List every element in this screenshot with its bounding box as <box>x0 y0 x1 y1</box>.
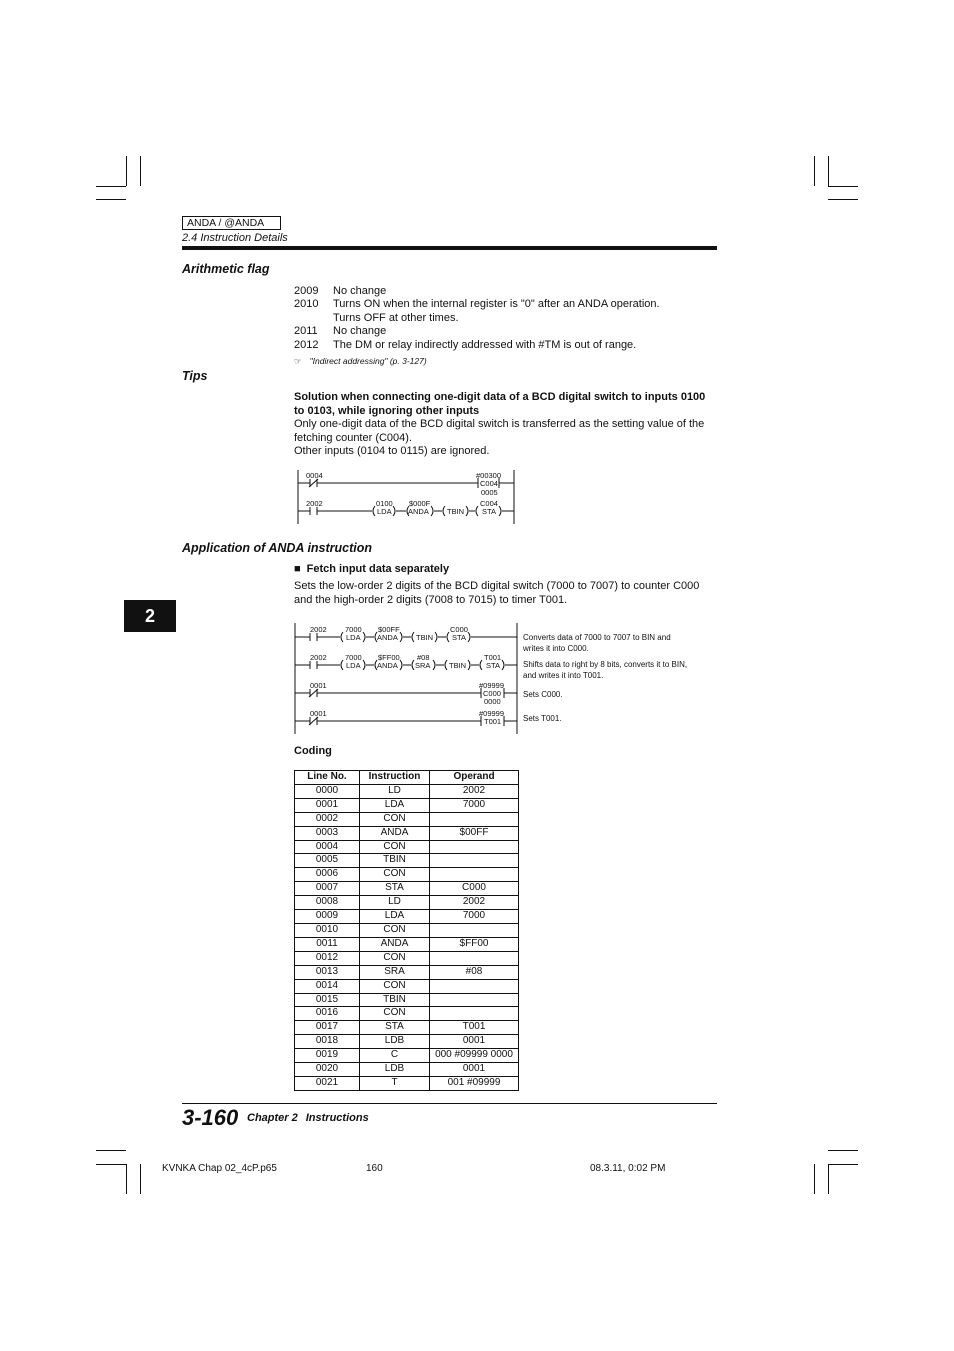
column-header: Instruction <box>360 771 430 785</box>
flag-text: Turns OFF at other times. <box>333 312 459 324</box>
operand-cell <box>430 812 519 826</box>
footer-rule <box>182 1103 717 1104</box>
operand-cell: 7000 <box>430 798 519 812</box>
table-row <box>295 826 519 840</box>
tips-line: fetching counter (C004). <box>294 431 413 444</box>
instruction-cell: ANDA <box>360 826 430 840</box>
operand-label: 0100 <box>376 499 393 508</box>
footer-chapter <box>247 1112 369 1124</box>
operand-cell: $FF00 <box>430 937 519 951</box>
table-row <box>295 937 519 951</box>
table-row <box>295 868 519 882</box>
table-row <box>295 896 519 910</box>
crop-mark <box>96 199 126 200</box>
operand-label: C000 <box>450 625 468 634</box>
flag-number: 2011 <box>294 325 318 337</box>
line-no-cell: 0019 <box>295 1049 360 1063</box>
application-body <box>294 580 734 607</box>
table-row <box>295 1049 519 1063</box>
line-no-cell: 0005 <box>295 854 360 868</box>
coil-label: C004 <box>480 479 498 488</box>
rung-note: Shifts data to right by 8 bits, converts it to BIN, <box>523 660 688 669</box>
line-no-cell: 0017 <box>295 1021 360 1035</box>
instruction-cell: ANDA <box>360 937 430 951</box>
table-row <box>295 951 519 965</box>
contact-label: 2002 <box>306 499 323 508</box>
operand-cell <box>430 840 519 854</box>
crop-mark <box>140 1164 141 1194</box>
instruction-cell: CON <box>360 923 430 937</box>
instruction-label: TBIN <box>447 507 465 516</box>
line-no-cell: 0003 <box>295 826 360 840</box>
tips-body <box>294 391 734 459</box>
line-no-cell: 0021 <box>295 1076 360 1090</box>
operand-cell <box>430 951 519 965</box>
table-row <box>295 979 519 993</box>
instruction-label: ANDA <box>377 661 398 670</box>
table-row <box>295 923 519 937</box>
contact-label: 2002 <box>310 653 327 662</box>
line-no-cell: 0018 <box>295 1035 360 1049</box>
table-row <box>295 812 519 826</box>
crop-mark <box>126 1164 127 1194</box>
instruction-label: STA <box>486 661 501 670</box>
flag-text: Turns ON when the internal register is "0" after an ANDA operation. <box>333 298 660 310</box>
coil-value: #09999 <box>479 709 505 718</box>
table-header-row <box>295 771 519 785</box>
application-title: Application of ANDA instruction <box>182 541 373 555</box>
crop-mark <box>140 156 141 186</box>
line-no-cell: 0010 <box>295 923 360 937</box>
table-row <box>295 1007 519 1021</box>
line-no-cell: 0009 <box>295 910 360 924</box>
line-no-cell: 0013 <box>295 965 360 979</box>
flag-row <box>294 312 459 324</box>
chapter-side-tab <box>124 600 176 632</box>
coil-value: #09999 <box>479 681 505 690</box>
contact-label: 2002 <box>310 625 327 634</box>
slug-page: 160 <box>366 1163 383 1174</box>
table-row <box>295 854 519 868</box>
line-no-cell: 0011 <box>295 937 360 951</box>
instruction-cell: SRA <box>360 965 430 979</box>
instruction-cell: CON <box>360 812 430 826</box>
table-row <box>295 840 519 854</box>
rung-note: Converts data of 7000 to 7007 to BIN and <box>523 633 671 642</box>
table-row <box>295 798 519 812</box>
crop-mark <box>96 186 126 187</box>
operand-label: $000F <box>409 499 431 508</box>
slug-date: 08.3.11, 0:02 PM <box>590 1163 666 1174</box>
operand-cell: C000 <box>430 882 519 896</box>
operand-cell: 0001 <box>430 1035 519 1049</box>
tips-line: Only one-digit data of the BCD digital switch is transferred as the setting value of the <box>294 418 705 430</box>
instruction-label: TBIN <box>416 633 434 642</box>
contact-label: 0004 <box>306 471 323 480</box>
operand-label: $FF00 <box>378 653 400 662</box>
slug-file: KVNKA Chap 02_4cP.p65 <box>162 1163 277 1174</box>
instruction-cell: STA <box>360 882 430 896</box>
flag-row <box>294 285 386 297</box>
instruction-cell: TBIN <box>360 993 430 1007</box>
column-header: Operand <box>430 771 519 785</box>
tips-bold-line: Solution when connecting one-digit data of a BCD digital switch to inputs 0100 <box>294 391 706 403</box>
crop-mark <box>828 199 858 200</box>
instruction-cell: CON <box>360 1007 430 1021</box>
crop-mark <box>126 156 127 186</box>
operand-cell: 2002 <box>430 784 519 798</box>
operand-label: $00FF <box>378 625 400 634</box>
table-row <box>295 882 519 896</box>
rung-note: Sets C000. <box>523 690 563 699</box>
table-row <box>295 993 519 1007</box>
tips-ladder-diagram <box>294 466 519 528</box>
operand-label: 7000 <box>345 653 362 662</box>
operand-cell <box>430 979 519 993</box>
instruction-label: LDA <box>346 661 361 670</box>
flag-text: No change <box>333 325 387 337</box>
crop-mark <box>828 1150 858 1151</box>
operand-cell: $00FF <box>430 826 519 840</box>
instruction-label: STA <box>452 633 467 642</box>
line-no-cell: 0006 <box>295 868 360 882</box>
contact-label: 0001 <box>310 681 327 690</box>
arithmetic-flag-title: Arithmetic flag <box>182 262 270 276</box>
operand-cell: 000 #09999 0000 <box>430 1049 519 1063</box>
instruction-tag: ANDA / @ANDA <box>182 216 281 230</box>
instruction-label: ANDA <box>408 507 429 516</box>
line-no-cell: 0008 <box>295 896 360 910</box>
operand-cell: 0001 <box>430 1063 519 1077</box>
line-no-cell: 0001 <box>295 798 360 812</box>
operand-label: T001 <box>484 653 502 662</box>
subtitle-text: Fetch input data separately <box>306 563 450 575</box>
coding-table <box>294 770 519 1091</box>
tips-bold-line: to 0103, while ignoring other inputs <box>294 404 480 417</box>
chapter-label: Chapter 2 <box>247 1112 298 1124</box>
operand-cell <box>430 993 519 1007</box>
operand-cell <box>430 923 519 937</box>
header-rule <box>182 246 717 250</box>
line-no-cell: 0004 <box>295 840 360 854</box>
column-header: Line No. <box>295 771 360 785</box>
line-no-cell: 0000 <box>295 784 360 798</box>
line-no-cell: 0016 <box>295 1007 360 1021</box>
flag-text: No change <box>333 285 387 297</box>
operand-label: 7000 <box>345 625 362 634</box>
table-row <box>295 1076 519 1090</box>
coil-value: 0000 <box>484 697 501 706</box>
tips-title: Tips <box>182 369 208 383</box>
instruction-label: ANDA <box>377 633 398 642</box>
operand-label: C004 <box>480 499 498 508</box>
operand-cell <box>430 868 519 882</box>
coil-value: #00300 <box>476 471 502 480</box>
rung-note: and writes it into T001. <box>523 671 604 680</box>
instruction-cell: TBIN <box>360 854 430 868</box>
table-row <box>295 965 519 979</box>
crop-mark <box>814 1164 815 1194</box>
chapter-tab-number: 2 <box>144 606 155 626</box>
operand-label: #08 <box>417 653 430 662</box>
instruction-cell: LDB <box>360 1035 430 1049</box>
flag-text: The DM or relay indirectly addressed with #TM is out of range. <box>333 339 637 351</box>
operand-cell <box>430 854 519 868</box>
flag-row <box>294 325 386 337</box>
instruction-label: LDA <box>377 507 392 516</box>
instruction-cell: C <box>360 1049 430 1063</box>
reference-text: "Indirect addressing" (p. 3-127) <box>309 356 427 366</box>
crop-mark <box>96 1150 126 1151</box>
crop-mark <box>828 1164 858 1165</box>
tips-line: Other inputs (0104 to 0115) are ignored. <box>294 445 490 457</box>
operand-cell: 001 #09999 <box>430 1076 519 1090</box>
instruction-cell: CON <box>360 840 430 854</box>
instruction-cell: LD <box>360 784 430 798</box>
coil-value: 0005 <box>481 488 498 497</box>
table-row <box>295 1021 519 1035</box>
section-header: 2.4 Instruction Details <box>182 232 288 244</box>
reference-arrow-icon: ☞ <box>294 356 302 366</box>
instruction-cell: LD <box>360 896 430 910</box>
operand-cell <box>430 1007 519 1021</box>
line-no-cell: 0002 <box>295 812 360 826</box>
coding-title: Coding <box>294 745 332 757</box>
instruction-cell: STA <box>360 1021 430 1035</box>
reference-link[interactable] <box>294 356 427 367</box>
instruction-cell: CON <box>360 979 430 993</box>
table-row <box>295 1035 519 1049</box>
flag-number: 2009 <box>294 285 319 297</box>
coil-label: T001 <box>484 717 502 726</box>
flag-number: 2012 <box>294 339 319 351</box>
operand-cell: 2002 <box>430 896 519 910</box>
instruction-cell: LDA <box>360 910 430 924</box>
crop-mark <box>828 156 829 186</box>
application-line: and the high-order 2 digits (7008 to 7015) to timer T001. <box>294 593 568 606</box>
instruction-label: STA <box>482 507 497 516</box>
contact-label: 0001 <box>310 709 327 718</box>
table-row <box>295 1063 519 1077</box>
instruction-cell: LDA <box>360 798 430 812</box>
instruction-label: TBIN <box>449 661 467 670</box>
line-no-cell: 0015 <box>295 993 360 1007</box>
crop-mark <box>814 156 815 186</box>
instruction-cell: LDB <box>360 1063 430 1077</box>
line-no-cell: 0020 <box>295 1063 360 1077</box>
instruction-cell: CON <box>360 868 430 882</box>
instruction-label: LDA <box>346 633 361 642</box>
crop-mark <box>828 1164 829 1194</box>
fetch-subtitle <box>294 563 449 575</box>
chapter-title: Instructions <box>305 1112 369 1124</box>
coil-label: C000 <box>483 689 501 698</box>
operand-cell: T001 <box>430 1021 519 1035</box>
operand-cell: 7000 <box>430 910 519 924</box>
crop-mark <box>96 1164 126 1165</box>
flag-row <box>294 298 660 310</box>
line-no-cell: 0012 <box>295 951 360 965</box>
bullet-square-icon: ■ <box>294 563 301 575</box>
instruction-label: SRA <box>415 661 431 670</box>
table-row <box>295 910 519 924</box>
instruction-cell: CON <box>360 951 430 965</box>
line-no-cell: 0007 <box>295 882 360 896</box>
operand-cell: #08 <box>430 965 519 979</box>
application-ladder-diagram <box>290 620 722 738</box>
instruction-cell: T <box>360 1076 430 1090</box>
flag-number: 2010 <box>294 298 319 310</box>
crop-mark <box>828 186 858 187</box>
flag-row <box>294 339 636 351</box>
table-row <box>295 784 519 798</box>
rung-note: Sets T001. <box>523 714 562 723</box>
application-line: Sets the low-order 2 digits of the BCD digital switch (7000 to 7007) to counter C000 <box>294 580 700 592</box>
rung-note: writes it into C000. <box>523 644 589 653</box>
page-number: 3-160 <box>182 1105 239 1130</box>
line-no-cell: 0014 <box>295 979 360 993</box>
